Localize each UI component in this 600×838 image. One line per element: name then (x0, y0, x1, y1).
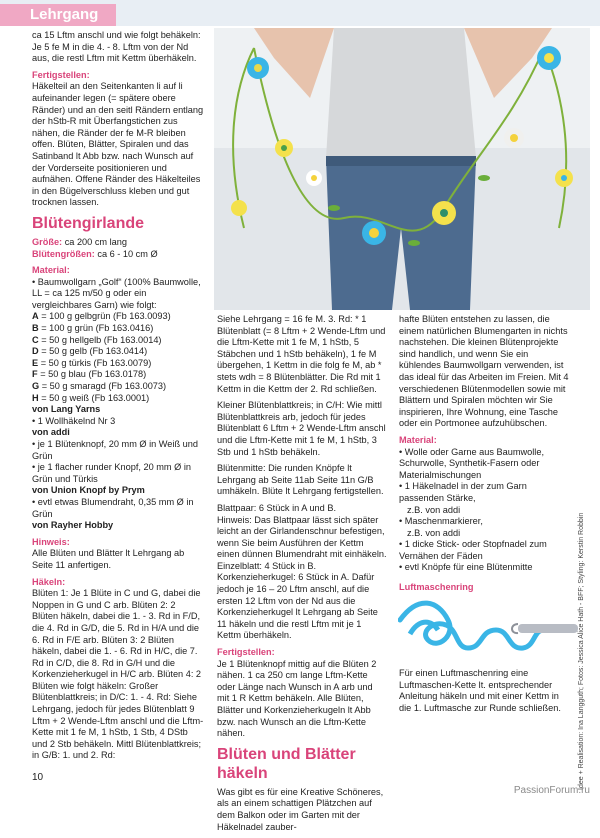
brand-line: von addi (32, 427, 70, 438)
yarn-key: A (32, 311, 39, 322)
brand-line: von Rayher Hobby (32, 520, 114, 531)
yarn-key: B (32, 323, 39, 334)
material-item: • 1 Häkelnadel in der zum Garn passenden Stärke, (399, 481, 527, 503)
yarn-value: = 50 g hellgelb (Fb 163.0014) (41, 334, 162, 345)
section-title: Blütengirlande (32, 214, 145, 232)
size-label: Größe: (32, 236, 63, 247)
fertigstellen-heading-2: Fertigstellen: (217, 647, 275, 658)
material-intro: • Baumwollgarn „Golf“ (100% Baumwolle, LL = ca 125 m/50 g oder ein vergleichbares Garn) wie folgt: (32, 276, 201, 310)
luftmaschenring-heading: Luftmaschenring (399, 582, 474, 593)
haekeln-text: Blüten 1: Je 1 Blüte in C und G, dabei die Noppen in G und C arb. Blüten 2: 2 Blüten häkeln, dabei die 1. - 3. Rd in F/D, die 4. Rd in G/D, die 5. Rd in H/A und die 6. Rd in F/E arb. Blüten 3: 2 Blüten häkeln, dabei die 1. - 6. Rd in H/C, die 7. Rd in C/D, die 8. Rd in G/H und die Korkenzieherkugel in H/C arb. Blüten 4: 2 Blüten wie folgt häkeln: Großer Blütenblattkreis; in D/C: 1. - 4. Rd: Siehe Lehrgang, jedoch für jedes Blütenblatt 9 Lftm + 2 Wende-Lftm anschl und die Lftm-Kette mit 1 fe M, 1 hStb, 1 Stb, 4 DStb und 2 Stb behäkeln. Mittl Blütenblattkreis; in G/B: 1. und 2. Rd: (32, 588, 204, 761)
yarn-value: = 50 g weiß (Fb 163.0001) (41, 392, 150, 403)
luftmaschenring-text-block (399, 668, 569, 719)
yarn-value: = 50 g blau (Fb 163.0178) (40, 369, 147, 380)
brand-line: von Union Knopf by Prym (32, 485, 145, 496)
yarn-key: E (32, 357, 39, 368)
yarn-item (32, 369, 204, 381)
yarn-key: C (32, 334, 39, 345)
col3-intro: hafte Blüten entstehen zu lassen, die einem natürlichen Blumengarten in nichts nachstehen. Die kleinen Blütenprojekte sind handlich, und wenn Sie ein kühlendes Baumwollgarn verwenden, ist das ideal für das Arbeiten im Freien. Mit 4 verschiedenen Blütenmodellen sowie mit Blättern und Spiralen möchten wir Sie inspirieren, Ihre Wohnung, eine Tasche oder ein Portmonee aufzuhübschen. (399, 314, 569, 429)
chain-ring-illustration (398, 590, 578, 660)
column-2 (217, 314, 387, 838)
fertigstellen-heading: Fertigstellen: (32, 69, 90, 80)
fertigstellen-text-2: Je 1 Blütenknopf mittig auf die Blüten 2 nähen. 1 ca 250 cm lange Lftm-Kette oder Länge nach Wunsch in A arb und mit 1 R Kettm behäkeln. Alle Blüten, Blätter und Korkenzieherkugeln lt Abb bzw. nach Wunsch an die Lftm-Kette nähen. (217, 658, 377, 739)
material-item: • Wolle oder Garne aus Baumwolle, Schurwolle, Synthetik-Fasern oder Materialmischungen (399, 446, 545, 480)
material-item: • evtl Knöpfe für eine Blütenmitte (399, 562, 533, 573)
col2-text-1: Siehe Lehrgang = 16 fe M. 3. Rd: * 1 Blütenblatt (= 8 Lftm + 2 Wende-Lftm und die Lftm-Kette mit 1 fe M, 1 hStb, 5 Stäbchen und 1 hStb behäkeln), 1 fe M übergehen, 1 Kettm in die folg fe M, ab * stets wdh = 8 Blütenblätter. Die Rd mit 1 Kettm in die Kettm der 2. Rd schließen. (217, 314, 386, 394)
yarn-value: = 100 g gelbgrün (Fb 163.0093) (41, 311, 171, 322)
hinweis-text: Alle Blüten und Blätter lt Lehrgang ab Seite 11 anfertigen. (32, 548, 185, 570)
material-item: • Maschenmarkierer, (399, 516, 483, 527)
yarn-value: = 100 g grün (Fb 163.0416) (41, 323, 154, 334)
material-heading: Material: (32, 265, 70, 276)
yarn-item (32, 381, 204, 393)
photo-credit (578, 512, 588, 790)
button-item: • je 1 flacher runder Knopf, 20 mm Ø in Grün und Türkis (32, 462, 191, 484)
watermark: PassionForum.ru (513, 785, 590, 796)
header-bar (0, 0, 600, 26)
col2-text-6: Einzelblatt: 4 Stück in B. (217, 560, 317, 571)
yarn-item (32, 393, 204, 405)
col2-text-3: Blütenmitte: Die runden Knöpfe lt Lehrgang ab Seite 11ab Seite 11n G/B umhäkeln. Blüte lt Lehrgang fertigstellen. (217, 463, 384, 497)
yarn-key: F (32, 369, 38, 380)
photo-illustration (214, 28, 590, 310)
size-value: ca 200 cm lang (64, 236, 127, 247)
flower-size-value: ca 6 - 10 cm Ø (97, 248, 158, 259)
col2-text-4: Blattpaar: 6 Stück in A und B. (217, 502, 337, 513)
column-3 (399, 314, 569, 594)
yarn-value: = 50 g türkis (Fb 163.0079) (40, 357, 152, 368)
hinweis-heading: Hinweis: (32, 536, 70, 547)
col2-text-5: Hinweis: Das Blattpaar lässt sich später leicht an der Girlandenschnur befestigen, wenn Sie beim Ausführen der Kettm einen dünnen Blumendraht mit einhäkeln. (217, 514, 387, 560)
button-item: • je 1 Blütenknopf, 20 mm Ø in Weiß und Grün (32, 439, 198, 461)
intro-text: ca 15 Lftm anschl und wie folgt behäkeln: Je 5 fe M in die 4. - 8. Lftm von der Nd aus, die restl Lftm mit Kettm überhäkeln. (32, 30, 201, 64)
brand-line: von Lang Yarns (32, 404, 101, 415)
yarn-list (32, 311, 204, 404)
crochet-hook-icon (398, 590, 578, 660)
page-number: 10 (32, 772, 44, 783)
yarn-key: H (32, 392, 39, 403)
yarn-value: = 50 g smaragd (Fb 163.0073) (41, 381, 167, 392)
luftmaschenring-text: Für einen Luftmaschenring eine Luftmaschen-Kette lt. entsprechender Anleitung häkeln und mit einer Kettm in die 1. Luftmasche zur Runde schließen. (399, 668, 561, 713)
section-tag: Lehrgang (0, 4, 116, 26)
flower-size-line (32, 249, 204, 261)
column-1 (32, 30, 204, 767)
yarn-key: G (32, 381, 40, 392)
material-item: z.B. von addi (407, 527, 461, 538)
yarn-item (32, 358, 204, 370)
section-text-2: Was gibt es für eine Kreative Schöneres, als an einem schattigen Plätzchen auf dem Balkon oder im Garten mit der Häkelnadel zauber- (217, 786, 384, 832)
yarn-value: = 50 g gelb (Fb 163.0414) (41, 346, 148, 357)
material-item: z.B. von addi (407, 504, 461, 515)
material-heading-2: Material: (399, 434, 437, 445)
fertigstellen-text: Häkelteil an den Seitenkanten li auf li aufeinander legen (= spätere obere Ränder) und an den seitl Rändern entlang der hStb-R mit Überfangstichen zus nähen, die Ränder der fe M-R bleiben offen. Blüten, Blätter, Spiralen und das Satinband lt Abb bzw. nach Wunsch auf der Vorderseite positionieren und aufnähen. Offene Ränder des Häkelteiles in den Bügelverschluss kleben und gut trocknen lassen. (32, 81, 204, 208)
section-title-2: Blüten und Blätter häkeln (217, 745, 356, 782)
material-item: • 1 dicke Stick- oder Stopfnadel zum Vernähen der Fäden (399, 539, 547, 561)
material-list (399, 447, 569, 575)
size-line (32, 237, 204, 249)
yarn-item (32, 335, 204, 347)
haekeln-heading: Häkeln: (32, 576, 66, 587)
yarn-key: D (32, 346, 39, 357)
yarn-item (32, 346, 204, 358)
hook-item: • 1 Wollhäkelnd Nr 3 (32, 415, 116, 426)
credit-text: Idee + Realisation: Ina Langguth; Fotos: Jessica Alice Hath - BFF; Styling: Kerstin Robbin (578, 512, 585, 790)
garland-photo (214, 28, 590, 310)
wire-item: • evtl etwas Blumendraht, 0,35 mm Ø in Grün (32, 496, 194, 519)
yarn-item (32, 311, 204, 323)
col2-text-7: Korkenzieherkugel: 6 Stück in A. Dafür jedoch je 16 – 20 Lftm anschl, auf die ersten 12 Lftm von der Nd aus die Korkenzieherkugel lt Lehrgang ab Seite 11 häkeln und die restl Lftm mit je 1 Kettm überhäkeln. (217, 572, 378, 641)
col2-text-2: Kleiner Blütenblattkreis; in C/H: Wie mittl Blütenblattkreis arb, jedoch für jedes Blütenblatt 6 Lftm + 2 Wende-Lftm anschl und die Lftm-Kette mit 1 fe M, 1 hStb, 3 Stb und 1 hStb behäkeln. (217, 400, 386, 457)
yarn-item (32, 323, 204, 335)
flower-size-label: Blütengrößen: (32, 248, 95, 259)
